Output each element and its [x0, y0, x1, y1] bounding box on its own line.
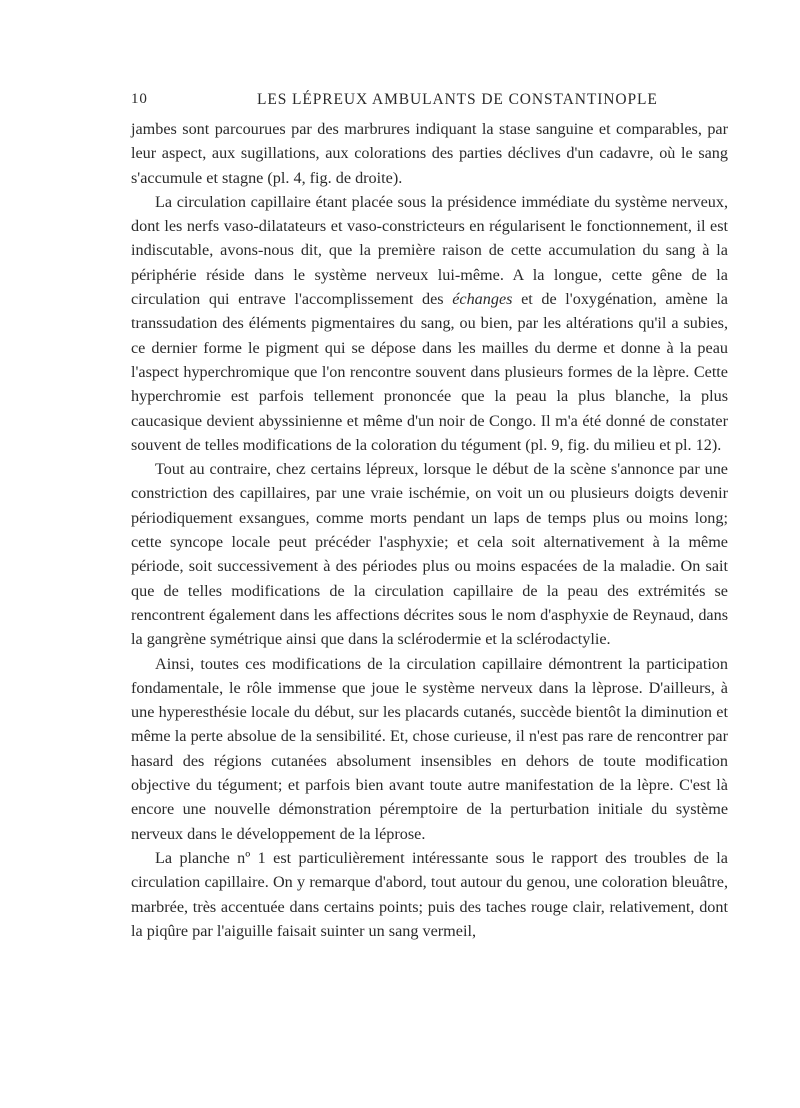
paragraph-3: Tout au contraire, chez certains lépreux, lorsque le début de la scène s'annonce par une constriction des capillaires, par une vraie ischémie, on voit un ou plusieurs doigts devenir périodiquement exsangues, comme morts pendant un laps de temps plus ou moins long; cette syncope locale peut précéder l'asphyxie; et cela soit alternativement à la même période, soit successivement à des périodes plus ou moins espacées de la maladie. On sait que de telles modifications de la circulation capillaire de la peau des extrémités se rencontrent également dans les affections décrites sous le nom d'asphyxie de Reynaud, dans la gangrène symétrique ainsi que dans la sclérodermie et la sclérodactylie. — [131, 460, 728, 649]
paragraph-2 — [131, 190, 728, 457]
paragraph-1: jambes sont parcourues par des marbrures indiquant la stase sanguine et comparables, par leur aspect, aux sugillations, aux colorations des parties déclives d'un cadavre, où le sang s'accumule et stagne (pl. 4, fig. de droite). — [131, 120, 728, 187]
paragraph-4: Ainsi, toutes ces modifications de la circulation capillaire démontrent la participation fondamentale, le rôle immense que joue le système nerveux dans la lèprose. D'ailleurs, à une hyperesthésie locale du début, sur les placards cutanés, succède bientôt la diminution et même la perte absolue de la sensibilité. Et, chose curieuse, il n'est pas rare de rencontrer par hasard des régions cutanées absolument insensibles en dehors de toute modification objective du tégument; et parfois bien avant toute autre manifestation de la lèpre. C'est là encore une nouvelle démonstration péremptoire de la perturbation initiale du système nerveux dans le développement de la léprose. — [131, 654, 728, 843]
running-header — [131, 91, 728, 113]
paragraph-2-text-a: La circulation capillaire étant placée sous la présidence immédiate du système nerveux, dont les nerfs vaso-dilatateurs et vaso-constricteurs en régularisent le fonctionnement, il est indiscutable, avons-nous dit, que la première raison de cette accumulation du sang à la périphérie réside dans le système nerveux lui-même. A la longue, cette gêne de la circulation qui entrave l'accomplissement des — [131, 192, 728, 309]
running-title: LES LÉPREUX AMBULANTS DE CONSTANTINOPLE — [257, 91, 658, 108]
italic-term-echanges: échanges — [452, 290, 513, 309]
paragraph-5: La planche nº 1 est particulièrement intéressante sous le rapport des troubles de la circulation capillaire. On y remarque d'abord, tout autour du genou, une coloration bleuâtre, marbrée, très accentuée dans certains points; puis des taches rouge clair, relativement, dont la piqûre par l'aiguille faisait suinter un sang vermeil, — [131, 848, 728, 940]
body-text — [131, 117, 728, 943]
paragraph-2-text-b: et de l'oxygénation, amène la transsudation des éléments pigmentaires du sang, ou bien, par les altérations qu'il a subies, ce dernier forme le pigment qui se dépose dans les mailles du derme et donne à la peau l'aspect hyperchromique que l'on rencontre souvent dans plusieurs formes de la lèpre. Cette hyperchromie est parfois tellement prononcée que la peau la plus blanche, la plus caucasique devient abyssinienne et même d'un noir de Congo. Il m'a été donné de constater souvent de telles modifications de la coloration du tégument (pl. 9, fig. du milieu et pl. 12). — [131, 290, 728, 454]
page-number: 10 — [131, 91, 148, 107]
